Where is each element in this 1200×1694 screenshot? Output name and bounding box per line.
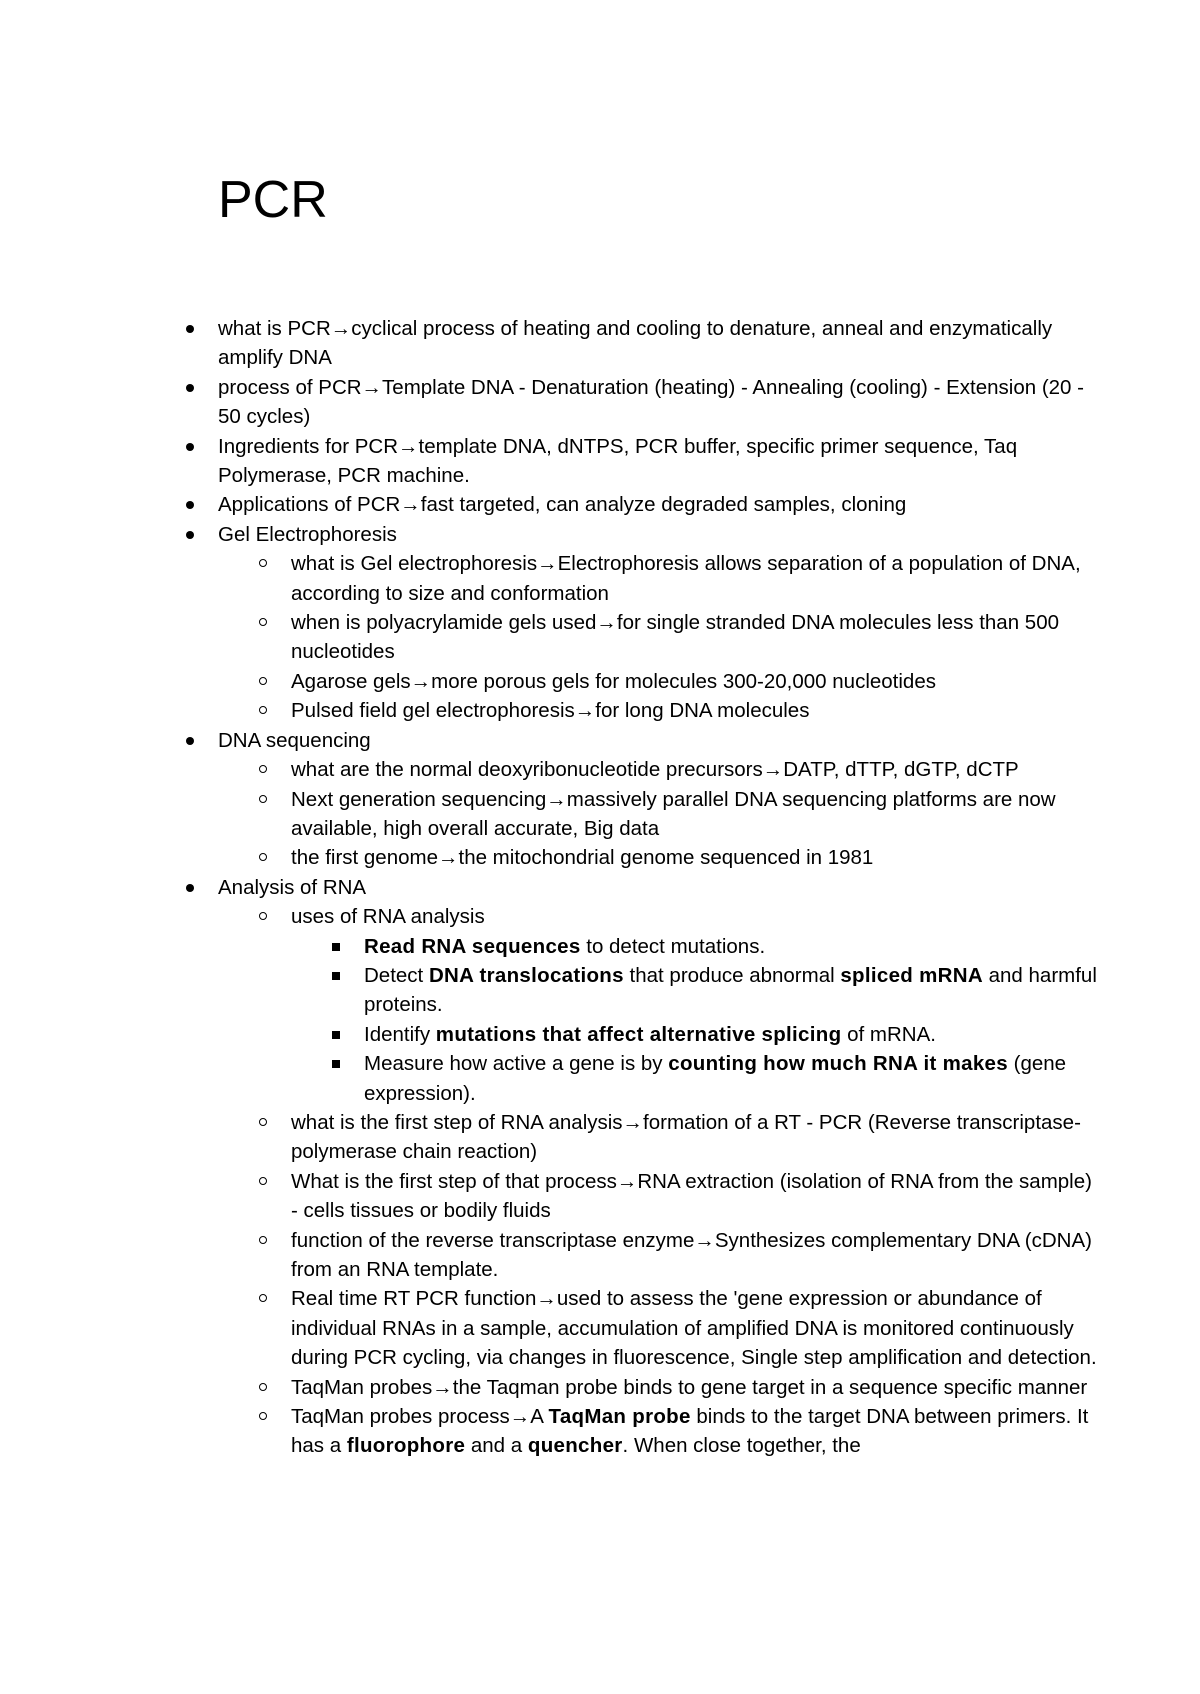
sub-sub-list-item — [364, 1020, 1098, 1049]
plain-text: TaqMan probes process→A — [291, 1405, 549, 1429]
bold-text: spliced mRNA — [840, 963, 983, 987]
sub-list-item — [291, 1402, 1098, 1461]
plain-text: and a — [465, 1434, 528, 1458]
plain-text: Identify — [364, 1022, 436, 1046]
page-title: PCR — [218, 171, 328, 229]
sub-list-item: the first genome→the mitochondrial genome sequenced in 1981 — [291, 843, 1098, 872]
sub-list — [291, 902, 1098, 1461]
bold-text: fluorophore — [346, 1434, 466, 1458]
plain-text: of mRNA. — [841, 1022, 936, 1046]
sub-list-item: Real time RT PCR function→used to assess the 'gene expression or abundance of individual RNAs in a sample, accumulation of amplified DNA is monitored continuously during PCR cycling, via changes in fluorescence, Single step amplification and detection. — [291, 1284, 1098, 1372]
bold-text: DNA translocations — [428, 963, 624, 987]
list-item-gel-electrophoresis — [218, 520, 1098, 726]
sub-list-item: What is the first step of that process→RNA extraction (isolation of RNA from the sample) - cells tissues or bodily fluids — [291, 1167, 1098, 1226]
bullet-list — [218, 314, 1098, 1461]
sub-list-item-label: uses of RNA analysis — [291, 905, 485, 929]
sub-list-item: when is polyacrylamide gels used→for single stranded DNA molecules less than 500 nucleotides — [291, 608, 1098, 667]
bold-text: Read RNA sequences — [364, 934, 581, 958]
notes-body — [218, 314, 1098, 1461]
list-item-label: DNA sequencing — [218, 728, 371, 752]
plain-text: that produce abnormal — [623, 963, 841, 987]
bold-text: TaqMan probe — [548, 1405, 691, 1429]
bold-text: quencher — [527, 1434, 623, 1458]
sub-list-item: what is Gel electrophoresis→Electrophoresis allows separation of a population of DNA, according to size and conformation — [291, 549, 1098, 608]
list-item: Applications of PCR→fast targeted, can analyze degraded samples, cloning — [218, 490, 1098, 519]
plain-text: and harmful proteins. — [364, 963, 1097, 1017]
sub-list — [291, 755, 1098, 873]
list-item: process of PCR→Template DNA - Denaturation (heating) - Annealing (cooling) - Extension (20 - 50 cycles) — [218, 373, 1098, 432]
sub-sub-list-item — [364, 961, 1098, 1020]
sub-list-item: what are the normal deoxyribonucleotide precursors→DATP, dTTP, dGTP, dCTP — [291, 755, 1098, 784]
bold-text: counting how much RNA it makes — [668, 1052, 1008, 1076]
sub-list-item: TaqMan probes→the Taqman probe binds to gene target in a sequence specific manner — [291, 1373, 1098, 1402]
sub-list-item: Agarose gels→more porous gels for molecules 300-20,000 nucleotides — [291, 667, 1098, 696]
sub-sub-list-item — [364, 1049, 1098, 1108]
plain-text: binds to the target DNA between primers. It has a — [291, 1405, 1089, 1458]
plain-text: . When close together, the — [622, 1434, 861, 1458]
sub-list — [291, 549, 1098, 725]
sub-list-item: Pulsed field gel electrophoresis→for long DNA molecules — [291, 696, 1098, 725]
bold-text: mutations that affect alternative splicing — [435, 1022, 842, 1046]
list-item: what is PCR→cyclical process of heating and cooling to denature, anneal and enzymatically amplify DNA — [218, 314, 1098, 373]
plain-text: Detect — [364, 963, 429, 987]
sub-list-item: Next generation sequencing→massively parallel DNA sequencing platforms are now available, high overall accurate, Big data — [291, 785, 1098, 844]
sub-list-item: what is the first step of RNA analysis→formation of a RT - PCR (Reverse transcriptase-polymerase chain reaction) — [291, 1108, 1098, 1167]
sub-list-item-uses-of-rna — [291, 902, 1098, 1108]
list-item-label: Analysis of RNA — [218, 875, 367, 899]
sub-list-item: function of the reverse transcriptase enzyme→Synthesizes complementary DNA (cDNA) from an RNA template. — [291, 1226, 1098, 1285]
plain-text: Measure how active a gene is by — [364, 1052, 669, 1076]
list-item-label: Gel Electrophoresis — [218, 522, 397, 546]
list-item-dna-sequencing — [218, 726, 1098, 873]
plain-text: (gene expression). — [364, 1052, 1067, 1105]
plain-text: to detect mutations. — [580, 934, 766, 958]
sub-sub-list — [364, 932, 1098, 1108]
list-item: Ingredients for PCR→template DNA, dNTPS, PCR buffer, specific primer sequence, Taq Polymerase, PCR machine. — [218, 432, 1098, 491]
sub-sub-list-item — [364, 932, 1098, 961]
list-item-analysis-of-rna — [218, 873, 1098, 1461]
